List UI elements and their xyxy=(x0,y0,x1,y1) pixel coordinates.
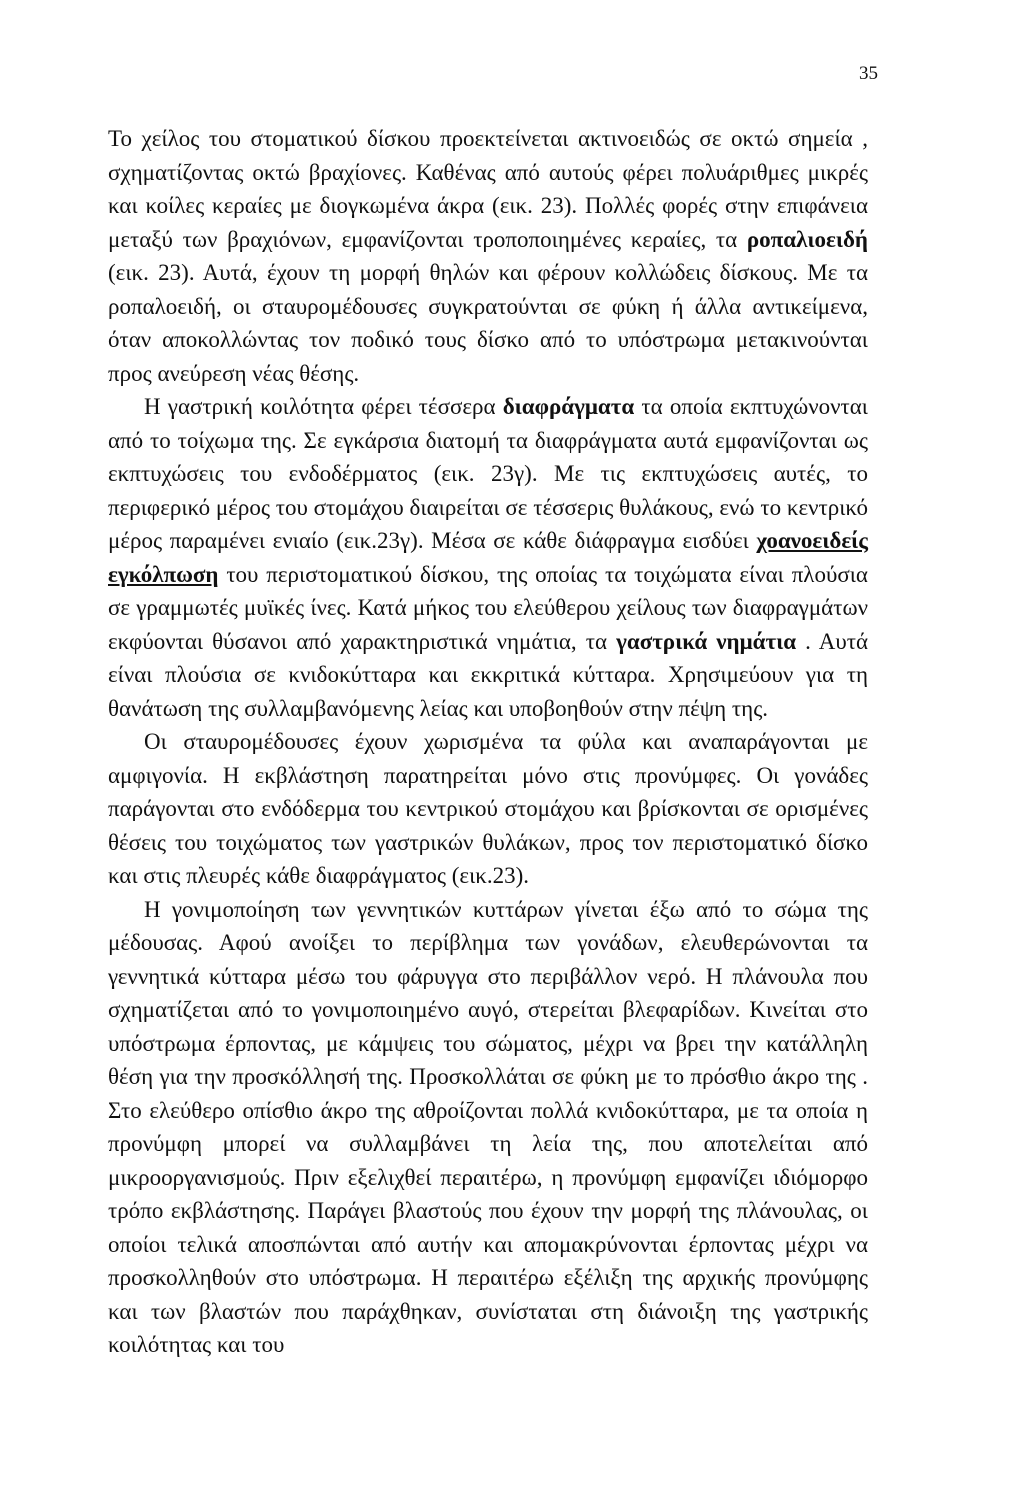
text-run: Οι σταυρομέδουσες έχουν χωρισμένα τα φύλα και αναπαράγονται με αμφιγονία. Η εκβλάστηση παρατηρείται μόνο στις προνύμφες. Οι γονάδες παράγονται στο ενδόδερμα του κεντρικού στομάχου και βρίσκονται σε ορισμένες θέσεις του τοιχώματος των γαστρικών θυλάκων, προς τον περιστοματικό δίσκο και στις πλευρές κάθε διαφράγματος (εικ.23). xyxy=(108,729,868,888)
text-run: Η γαστρική κοιλότητα φέρει τέσσερα xyxy=(144,394,503,419)
text-run: τα οποία εκπτυχώνονται από το τοίχωμα της. Σε εγκάρσια διατομή τα διαφράγματα αυτά εμφανίζονται ως εκπτυχώσεις του ενδοδέρματος (εικ. 23γ). Με τις εκπτυχώσεις αυτές, το περιφερικό μέρος του στομάχου διαιρείται σε τέσσερις θυλάκους, ενώ το κεντρικό μέρος παραμένει ενιαίο (εικ.23γ). Μέσα σε κάθε διάφραγμα εισδύει xyxy=(108,394,868,553)
text-run: Η γονιμοποίηση των γεννητικών κυττάρων γίνεται έξω από το σώμα της μέδουσας. Αφού ανοίξει το περίβλημα των γονάδων, ελευθερώνονται τα γεννητικά κύτταρα μέσω του φάρυγγα στο περιβάλλον νερό. Η πλάνουλα που σχηματίζεται από το γονιμοποιημένο αυγό, στερείται βλεφαρίδων. Κινείται στο υπόστρωμα έρποντας, με κάμψεις του σώματος, μέχρι να βρει την κατάλληλη θέση για την προσκόλλησή της. Προσκολλάται σε φύκη με το πρόσθιο άκρο της . Στο ελεύθερο οπίσθιο άκρο της αθροίζονται πολλά κνιδοκύτταρα, με τα οποία η προνύμφη μπορεί να συλλαμβάνει τη λεία της, που αποτελείται από μικροοργανισμούς. Πριν εξελιχθεί περαιτέρω, η προνύμφη εμφανίζει ιδιόμορφο τρόπο εκβλάστησης. Παράγει βλαστούς που έχουν την μορφή της πλάνουλας, οι οποίοι τελικά αποσπώνται από αυτήν και απομακρύνονται έρποντας μέχρι να προσκολληθούν στο υπόστρωμα. Η περαιτέρω εξέλιξη της αρχικής προνύμφης και των βλαστών που παράχθηκαν, συνίσταται στη διάνοιξη της γαστρικής κοιλότητας και του xyxy=(108,896,868,1357)
paragraph xyxy=(108,390,868,725)
document-body xyxy=(108,122,868,1362)
emphasized-term: χοανοειδείς εγκόλπωση xyxy=(108,528,868,587)
emphasized-term: γαστρικά νημάτια xyxy=(616,628,797,654)
emphasized-term: ροπαλιοειδή xyxy=(746,226,868,252)
text-run: Το χείλος του στοματικού δίσκου προεκτείνεται ακτινοειδώς σε οκτώ σημεία , σχηματίζοντας οκτώ βραχίονες. Καθένας από αυτούς φέρει πολυάριθμες μικρές και κοίλες κεραίες με διογκωμένα άκρα (εικ. 23). Πολλές φορές στην επιφάνεια μεταξύ των βραχιόνων, εμφανίζονται τροποποιημένες κεραίες, τα xyxy=(108,126,868,252)
text-run: (εικ. 23). Αυτά, έχουν τη μορφή θηλών και φέρουν κολλώδεις δίσκους. Με τα ροπαλοειδή, οι σταυρομέδουσες συγκρατούνται σε φύκη ή άλλα αντικείμενα, όταν αποκολλώντας τον ποδικό τους δίσκο από το υπόστρωμα μετακινούνται προς ανεύρεση νέας θέσης. xyxy=(108,260,868,386)
text-run: του περιστοματικού δίσκου, της οποίας τα τοιχώματα είναι πλούσια σε γραμμωτές μυϊκές ίνες. Κατά μήκος του ελεύθερου χείλους των διαφραγμάτων εκφύονται θύσανοι από χαρακτηριστικά νημάτια, τα xyxy=(108,561,868,654)
page-number: 35 xyxy=(859,63,878,84)
text-run: . Αυτά είναι πλούσια σε κνιδοκύτταρα και εκκριτικά κύτταρα. Χρησιμεύουν για τη θανάτωση της συλλαμβανόμενης λείας και υποβοηθούν στην πέψη της. xyxy=(108,628,868,721)
emphasized-term: διαφράγματα xyxy=(502,394,635,419)
paragraph xyxy=(108,725,868,893)
paragraph xyxy=(108,893,868,1362)
paragraph xyxy=(108,122,868,390)
